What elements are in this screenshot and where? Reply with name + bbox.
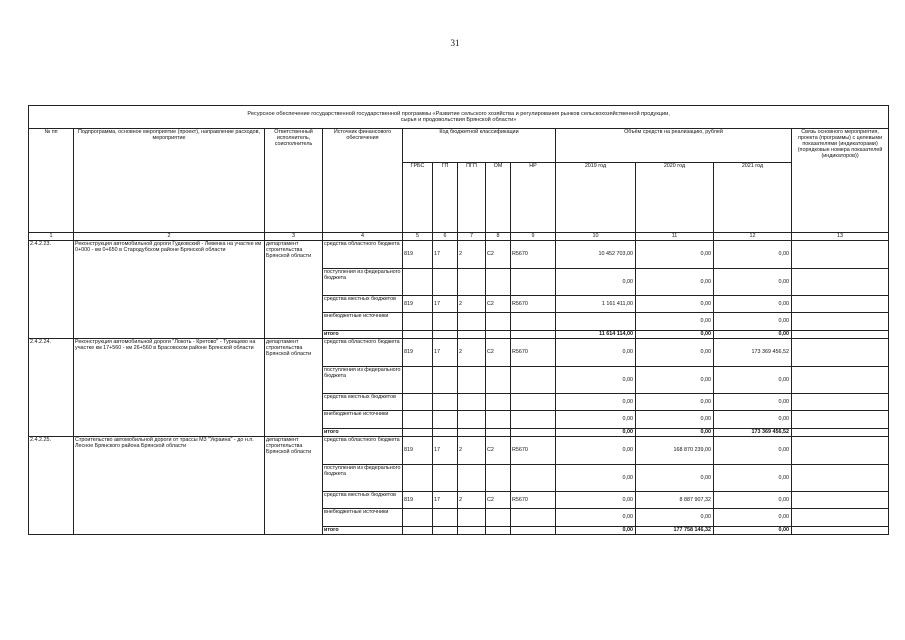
header-nr: НР (511, 163, 556, 233)
code-grbs (403, 509, 433, 527)
amount-2019: 0,00 (556, 269, 636, 296)
indicator-link (792, 429, 889, 437)
code-gp: 17 (433, 296, 458, 313)
amount-2021: 0,00 (714, 367, 792, 394)
header-budget-code: Код бюджетной классификации (403, 129, 556, 163)
item-number: 2.4.2.25. (29, 437, 74, 535)
code-om (486, 394, 511, 411)
code-pgp (458, 527, 486, 535)
funding-source: поступления из федерального бюджета (323, 269, 403, 296)
amount-2021: 0,00 (714, 269, 792, 296)
amount-2019 (556, 313, 636, 331)
header-2020: 2020 год (636, 163, 714, 233)
code-gp (433, 313, 458, 331)
resource-table (28, 105, 889, 535)
column-number: 12 (714, 233, 792, 241)
amount-2020: 0,00 (636, 241, 714, 269)
amount-2021: 0,00 (714, 296, 792, 313)
code-nr (511, 509, 556, 527)
column-number: 4 (323, 233, 403, 241)
amount-2021: 0,00 (714, 437, 792, 465)
code-om: C2 (486, 296, 511, 313)
funding-source: внебюджетные источники (323, 313, 403, 331)
code-grbs (403, 465, 433, 492)
item-number: 2.4.2.23. (29, 241, 74, 339)
amount-2019: 0,00 (556, 465, 636, 492)
item-responsible: департамент строительства Брянской области (265, 241, 323, 339)
amount-2020: 0,00 (636, 339, 714, 367)
column-number: 2 (74, 233, 265, 241)
code-grbs (403, 429, 433, 437)
code-grbs: 819 (403, 437, 433, 465)
amount-2019: 11 614 114,00 (556, 331, 636, 339)
item-name: Реконструкция автомобильной дороги Гудковский - Левенка на участке км 0+000 - км 0+650 в Стародубском районе Брянской области (74, 241, 265, 339)
amount-2020: 0,00 (636, 411, 714, 429)
header-source: Источник финансового обеспечения (323, 129, 403, 233)
funding-source: средства местных бюджетов (323, 394, 403, 411)
amount-2019: 0,00 (556, 429, 636, 437)
amount-2019: 0,00 (556, 339, 636, 367)
indicator-link (792, 509, 889, 527)
header-2021: 2021 год (714, 163, 792, 233)
code-grbs (403, 313, 433, 331)
column-number: 7 (458, 233, 486, 241)
amount-2020: 0,00 (636, 269, 714, 296)
code-nr (511, 367, 556, 394)
funding-source: внебюджетные источники (323, 509, 403, 527)
code-nr (511, 394, 556, 411)
page-number: 31 (450, 38, 460, 48)
code-grbs (403, 331, 433, 339)
indicator-link (792, 313, 889, 331)
item-number: 2.4.2.24. (29, 339, 74, 437)
amount-2019: 0,00 (556, 509, 636, 527)
amount-2020: 0,00 (636, 367, 714, 394)
indicator-link (792, 437, 889, 465)
amount-2019: 0,00 (556, 492, 636, 509)
code-nr: R5670 (511, 296, 556, 313)
code-nr: R5670 (511, 437, 556, 465)
column-number: 6 (433, 233, 458, 241)
column-number: 8 (486, 233, 511, 241)
code-pgp (458, 313, 486, 331)
table-title (29, 106, 889, 129)
header-pgp: ПГП (458, 163, 486, 233)
funding-source: итого (323, 331, 403, 339)
code-om (486, 465, 511, 492)
amount-2021: 0,00 (714, 509, 792, 527)
code-om (486, 313, 511, 331)
funding-source: итого (323, 429, 403, 437)
indicator-link (792, 296, 889, 313)
amount-2021: 0,00 (714, 465, 792, 492)
column-number: 3 (265, 233, 323, 241)
code-nr: R5670 (511, 339, 556, 367)
indicator-link (792, 241, 889, 269)
code-pgp (458, 269, 486, 296)
amount-2019: 0,00 (556, 437, 636, 465)
amount-2020: 8 887 907,32 (636, 492, 714, 509)
code-nr (511, 465, 556, 492)
amount-2019: 1 161 411,00 (556, 296, 636, 313)
amount-2019: 0,00 (556, 411, 636, 429)
code-pgp (458, 411, 486, 429)
header-program: Подпрограмма, основное мероприятие (проект), направление расходов, мероприятие (74, 129, 265, 233)
funding-source: поступления из федерального бюджета (323, 465, 403, 492)
column-number: 5 (403, 233, 433, 241)
code-om (486, 367, 511, 394)
amount-2020: 0,00 (636, 313, 714, 331)
code-nr: R5670 (511, 492, 556, 509)
indicator-link (792, 339, 889, 367)
item-name: Реконструкция автомобильной дороги "Локоть - Кретово" - Турищево на участке км 17+560 - км 26+560 в Брасовском районе Брянской области (74, 339, 265, 437)
table-row (29, 339, 889, 367)
funding-source: средства областного бюджета (323, 339, 403, 367)
header-2019: 2019 год (556, 163, 636, 233)
code-gp (433, 367, 458, 394)
code-grbs: 819 (403, 296, 433, 313)
funding-source: средства областного бюджета (323, 241, 403, 269)
indicator-link (792, 465, 889, 492)
amount-2021: 0,00 (714, 241, 792, 269)
indicator-link (792, 331, 889, 339)
code-pgp: 2 (458, 241, 486, 269)
amount-2020: 0,00 (636, 429, 714, 437)
code-om: C2 (486, 339, 511, 367)
code-om: C2 (486, 437, 511, 465)
funding-source: внебюджетные источники (323, 411, 403, 429)
header-responsible: Ответственный исполнитель, соисполнитель (265, 129, 323, 233)
table-row (29, 241, 889, 269)
amount-2019: 0,00 (556, 367, 636, 394)
code-gp (433, 269, 458, 296)
code-om (486, 429, 511, 437)
code-om (486, 411, 511, 429)
amount-2021: 0,00 (714, 313, 792, 331)
header-volume: Объём средств на реализацию, рублей (556, 129, 792, 163)
code-nr (511, 411, 556, 429)
code-nr (511, 313, 556, 331)
amount-2019: 0,00 (556, 394, 636, 411)
amount-2020: 0,00 (636, 296, 714, 313)
amount-2021: 0,00 (714, 394, 792, 411)
code-pgp (458, 509, 486, 527)
code-gp (433, 465, 458, 492)
column-number: 1 (29, 233, 74, 241)
column-number: 10 (556, 233, 636, 241)
code-gp (433, 429, 458, 437)
amount-2021: 0,00 (714, 411, 792, 429)
amount-2020: 177 758 146,32 (636, 527, 714, 535)
code-grbs (403, 394, 433, 411)
code-grbs (403, 367, 433, 394)
code-pgp: 2 (458, 492, 486, 509)
indicator-link (792, 411, 889, 429)
amount-2020: 0,00 (636, 394, 714, 411)
code-om: C2 (486, 241, 511, 269)
amount-2021: 173 369 456,52 (714, 429, 792, 437)
code-gp: 17 (433, 437, 458, 465)
code-grbs: 819 (403, 241, 433, 269)
code-nr (511, 331, 556, 339)
code-pgp (458, 331, 486, 339)
funding-source: итого (323, 527, 403, 535)
header-grbs: ГРБС (403, 163, 433, 233)
header-om: ОМ (486, 163, 511, 233)
amount-2021: 0,00 (714, 331, 792, 339)
code-gp: 17 (433, 339, 458, 367)
amount-2021: 173 369 456,52 (714, 339, 792, 367)
code-gp (433, 411, 458, 429)
funding-source: средства областного бюджета (323, 437, 403, 465)
code-pgp (458, 367, 486, 394)
code-gp (433, 509, 458, 527)
indicator-link (792, 394, 889, 411)
column-number: 11 (636, 233, 714, 241)
code-nr (511, 429, 556, 437)
code-gp (433, 527, 458, 535)
code-om: C2 (486, 492, 511, 509)
funding-source: средства местных бюджетов (323, 296, 403, 313)
code-grbs (403, 411, 433, 429)
code-om (486, 509, 511, 527)
title-line-2: сырья и продовольствия Брянской области» (400, 117, 517, 123)
code-grbs: 819 (403, 492, 433, 509)
code-grbs (403, 269, 433, 296)
code-om (486, 269, 511, 296)
amount-2021: 0,00 (714, 527, 792, 535)
item-name: Строительство автомобильной дороги от трассы М3 "Украина" - до н.п. Лесное Брянского района Брянской области (74, 437, 265, 535)
code-gp (433, 394, 458, 411)
amount-2020: 0,00 (636, 509, 714, 527)
code-pgp (458, 394, 486, 411)
amount-2021: 0,00 (714, 492, 792, 509)
code-pgp (458, 429, 486, 437)
code-pgp: 2 (458, 339, 486, 367)
code-grbs: 819 (403, 339, 433, 367)
code-nr (511, 527, 556, 535)
item-responsible: департамент строительства Брянской области (265, 339, 323, 437)
column-number: 13 (792, 233, 889, 241)
item-responsible: департамент строительства Брянской области (265, 437, 323, 535)
header-gp: ГП (433, 163, 458, 233)
code-pgp (458, 465, 486, 492)
amount-2020: 168 870 239,00 (636, 437, 714, 465)
code-gp (433, 331, 458, 339)
amount-2020: 0,00 (636, 331, 714, 339)
amount-2019: 0,00 (556, 527, 636, 535)
column-number: 9 (511, 233, 556, 241)
column-number-row (29, 233, 889, 241)
code-nr (511, 269, 556, 296)
funding-source: поступления из федерального бюджета (323, 367, 403, 394)
funding-source: средства местных бюджетов (323, 492, 403, 509)
code-gp: 17 (433, 241, 458, 269)
code-nr: R5670 (511, 241, 556, 269)
code-pgp: 2 (458, 296, 486, 313)
table-row (29, 437, 889, 465)
title-line-1: Ресурсное обеспечение государственной государственной программы «Развитие сельского хозяйства и регулирования рынков сельскохозяйственной продукции, (247, 110, 670, 117)
code-gp: 17 (433, 492, 458, 509)
code-grbs (403, 527, 433, 535)
indicator-link (792, 527, 889, 535)
code-om (486, 527, 511, 535)
code-om (486, 331, 511, 339)
indicator-link (792, 367, 889, 394)
amount-2020: 0,00 (636, 465, 714, 492)
indicator-link (792, 269, 889, 296)
header-link: Связь основного мероприятия, проекта (программы) с целевыми показателями (индикаторами) (порядковые номера показателей (индикаторов)) (792, 129, 889, 233)
indicator-link (792, 492, 889, 509)
header-num: № пп (29, 129, 74, 233)
amount-2019: 10 452 703,00 (556, 241, 636, 269)
code-pgp: 2 (458, 437, 486, 465)
